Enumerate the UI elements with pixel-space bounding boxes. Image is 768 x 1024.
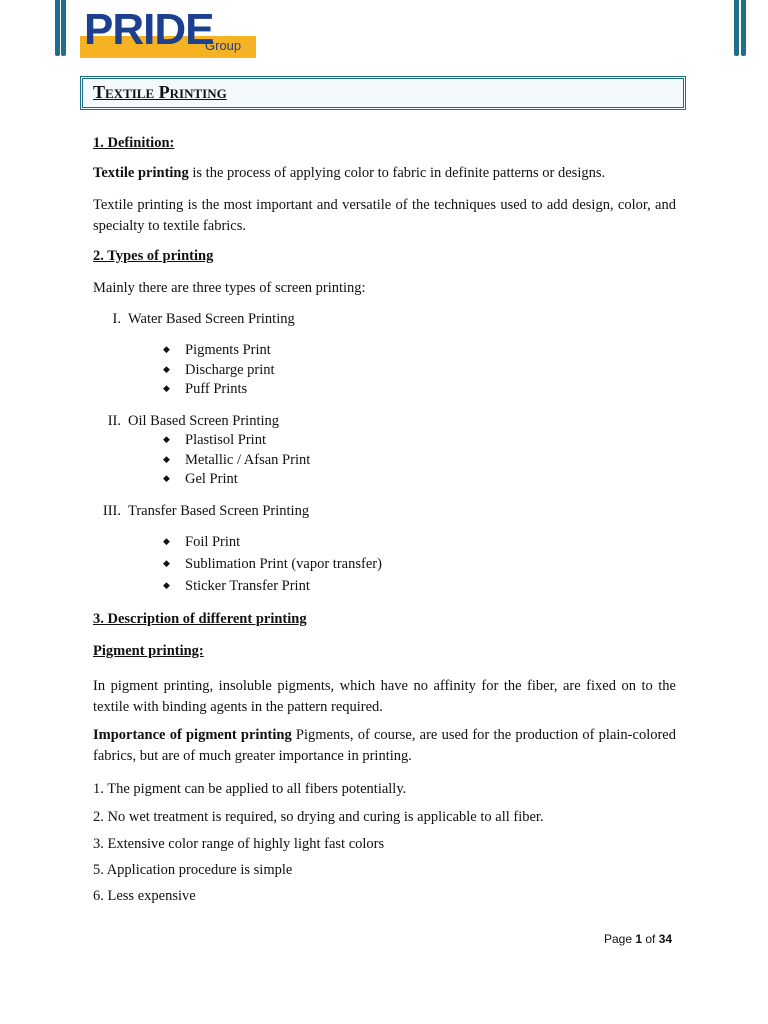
bullet-icon: ◆	[163, 454, 170, 464]
pigment-subheading: Pigment printing:	[93, 643, 204, 659]
type-group-1	[93, 311, 295, 328]
point-5: 5. Application procedure is simple	[93, 862, 293, 878]
list-item	[163, 578, 310, 595]
list-item-label: Foil Print	[185, 534, 241, 550]
importance-term: Importance of pigment printing	[93, 727, 292, 743]
list-item-label: Sublimation Print (vapor transfer)	[185, 556, 382, 572]
type-group-3	[93, 503, 309, 520]
list-item-label: Metallic / Afsan Print	[185, 452, 311, 468]
importance-paragraph	[93, 725, 676, 767]
type-group-2-label: Oil Based Screen Printing	[128, 413, 280, 429]
bullet-icon: ◆	[163, 558, 170, 568]
list-item	[163, 342, 271, 359]
logo-sub: Group	[205, 38, 242, 53]
page-total: 34	[658, 932, 673, 946]
list-item-label: Sticker Transfer Print	[185, 578, 310, 594]
types-intro: Mainly there are three types of screen printing:	[93, 280, 366, 296]
importance-text: Pigments, of course, are used for the production of plain-colored fabrics, but are of much greater importance in printing.	[93, 727, 676, 764]
description-heading: 3. Description of different printing	[93, 611, 307, 627]
pigment-paragraph: In pigment printing, insoluble pigments, which have no affinity for the fiber, are fixed on to the textile with binding agents in the pattern required.	[93, 678, 676, 715]
list-item	[163, 556, 382, 573]
bullet-icon: ◆	[163, 383, 170, 393]
definition-heading: 1. Definition:	[93, 135, 175, 151]
list-item	[163, 471, 238, 488]
bullet-icon: ◆	[163, 434, 170, 444]
list-item-label: Puff Prints	[185, 381, 248, 397]
list-item	[163, 534, 240, 551]
bullet-icon: ◆	[163, 536, 170, 546]
list-item-label: Plastisol Print	[185, 432, 266, 448]
type-group-3-label: Transfer Based Screen Printing	[128, 503, 310, 519]
type-group-3-number: III.	[102, 503, 121, 519]
page-prefix: Page	[604, 932, 636, 946]
type-group-2-number: II.	[107, 413, 121, 429]
list-item-label: Gel Print	[185, 471, 238, 487]
point-3: 3. Extensive color range of highly light fast colors	[93, 836, 385, 852]
definition-paragraph-1	[93, 163, 676, 184]
header-bar-right-2	[741, 0, 746, 56]
bullet-icon: ◆	[163, 344, 170, 354]
title-box	[80, 76, 686, 110]
header-bar-left-1	[55, 0, 60, 56]
type-group-2	[93, 413, 279, 430]
point-1: 1. The pigment can be applied to all fibers potentially.	[93, 781, 407, 797]
pride-group-logo	[80, 6, 256, 58]
list-item	[163, 452, 310, 469]
page-number	[604, 932, 672, 946]
header-bar-left-2	[61, 0, 66, 56]
definition-text: is the process of applying color to fabric in definite patterns or designs.	[188, 165, 606, 181]
page-title: Textile Printing	[93, 82, 227, 102]
list-item-label: Pigments Print	[185, 342, 271, 358]
list-item	[163, 432, 266, 449]
page-current: 1	[635, 932, 643, 946]
bullet-icon: ◆	[163, 473, 170, 483]
point-6: 6. Less expensive	[93, 888, 196, 904]
point-2: 2. No wet treatment is required, so drying and curing is applicable to all fiber.	[93, 809, 544, 825]
header-bar-right-1	[734, 0, 739, 56]
logo-word: PRIDE	[84, 5, 214, 54]
list-item	[163, 362, 275, 379]
bullet-icon: ◆	[163, 364, 170, 374]
list-item-label: Discharge print	[185, 362, 275, 378]
definition-paragraph-2: Textile printing is the most important and versatile of the techniques used to add design, color, and specialty to textile fabrics.	[93, 197, 676, 234]
bullet-icon: ◆	[163, 580, 170, 590]
page-of: of	[642, 932, 659, 946]
definition-term: Textile printing	[93, 165, 189, 181]
list-item	[163, 381, 247, 398]
type-group-1-label: Water Based Screen Printing	[128, 311, 295, 327]
types-heading: 2. Types of printing	[93, 248, 214, 264]
type-group-1-number: I.	[112, 311, 121, 327]
